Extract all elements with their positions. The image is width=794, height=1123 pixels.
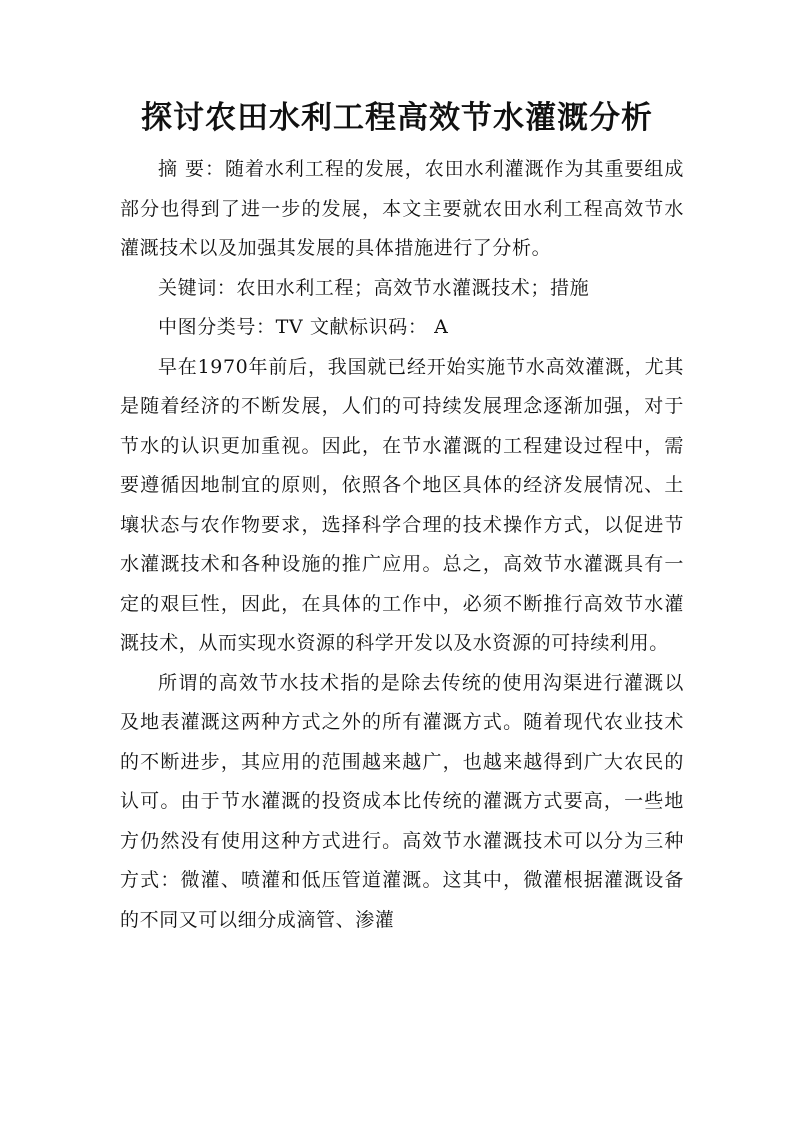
body-paragraph: 所谓的高效节水技术指的是除去传统的使用沟渠进行灌溉以及地表灌溉这两种方式之外的所有灌溉方式。随着现代农业技术的不断进步，其应用的范围越来越广，也越来越得到广大农民的认可。由于节水灌溉的投资成本比传统的灌溉方式要高，一些地方仍然没有使用这种方式进行。高效节水灌溉技术可以分为三种方式：微灌、喷灌和低压管道灌溉。这其中，微灌根据灌溉设备的不同又可以细分成滴管、渗灌 (120, 671, 684, 931)
document-title: 探讨农田水利工程高效节水灌溉分析 (141, 100, 653, 136)
keywords-paragraph: 关键词：农田水利工程；高效节水灌溉技术；措施 (158, 276, 590, 299)
document-body (120, 150, 684, 940)
abstract-paragraph: 摘 要：随着水利工程的发展，农田水利灌溉作为其重要组成部分也得到了进一步的发展，本文主要就农田水利工程高效节水灌溉技术以及加强其发展的具体措施进行了分析。 (120, 158, 684, 259)
body-paragraph: 早在1970年前后，我国就已经开始实施节水高效灌溉，尤其是随着经济的不断发展，人们的可持续发展理念逐渐加强，对于节水的认识更加重视。因此，在节水灌溉的工程建设过程中，需要遵循因地制宜的原则，依照各个地区具体的经济发展情况、土壤状态与农作物要求，选择科学合理的技术操作方式，以促进节水灌溉技术和各种设施的推广应用。总之，高效节水灌溉具有一定的艰巨性，因此，在具体的工作中，必须不断推行高效节水灌溉技术，从而实现水资源的科学开发以及水资源的可持续利用。 (120, 355, 684, 654)
classification-paragraph: 中图分类号：TV 文献标识码： A (158, 316, 449, 338)
